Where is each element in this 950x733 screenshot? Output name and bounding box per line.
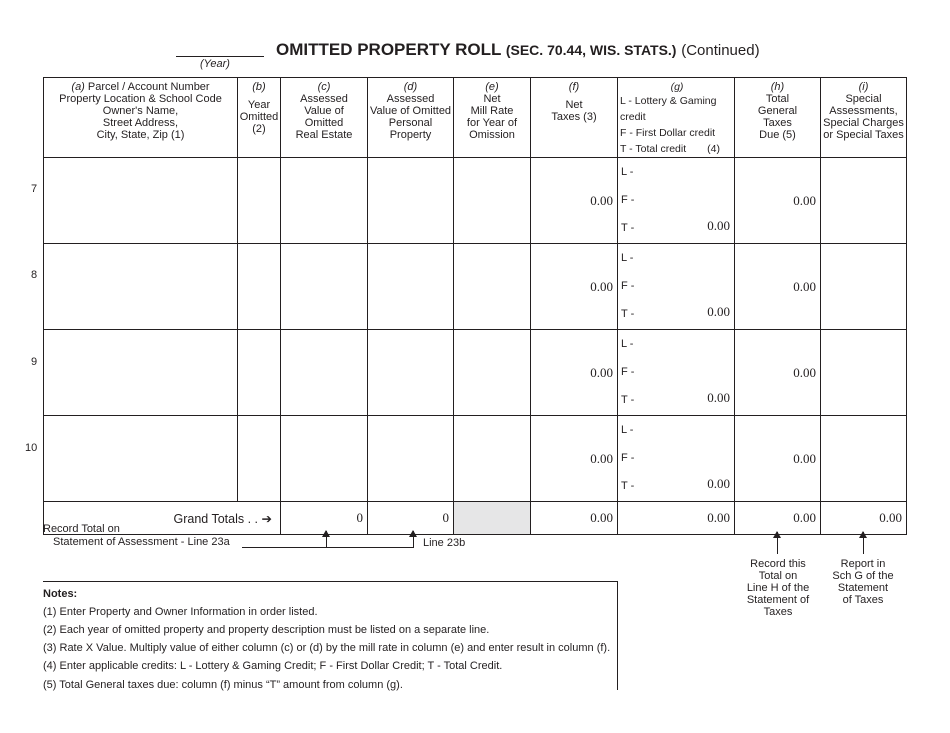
total-due-cell: 0.00 — [735, 330, 821, 416]
lottery-credit-label: L - — [621, 424, 634, 436]
real-estate-value-cell[interactable] — [281, 416, 368, 502]
special-assessments-cell[interactable] — [821, 158, 907, 244]
first-dollar-credit-label: F - — [621, 194, 635, 206]
col-a-header: (a) Parcel / Account Number Property Location & School Code Owner's Name, Street Address, City, State, Zip (1) — [44, 78, 238, 158]
special-assessments-cell[interactable] — [821, 330, 907, 416]
real-estate-value-cell[interactable] — [281, 158, 368, 244]
year-omitted-cell[interactable] — [238, 158, 281, 244]
personal-property-value-cell[interactable] — [368, 158, 454, 244]
note-5: (5) Total General taxes due: column (f) minus “T” amount from column (g). — [43, 679, 403, 691]
personal-property-value-cell[interactable] — [368, 244, 454, 330]
credits-cell[interactable] — [618, 244, 735, 330]
total-real-estate-cell: 0 — [281, 502, 368, 535]
year-input-line[interactable] — [176, 56, 264, 57]
page-title — [276, 40, 760, 60]
first-dollar-credit-label: F - — [621, 280, 635, 292]
year-omitted-cell[interactable] — [238, 244, 281, 330]
row-number: 8 — [31, 269, 38, 281]
total-due-cell: 0.00 — [735, 158, 821, 244]
col-h-header: (h) Total General Taxes Due (5) — [735, 78, 821, 158]
total-credit-cell: 0.00 — [618, 502, 735, 535]
line-23b-label: Line 23b — [423, 537, 466, 549]
row-number: 9 — [31, 356, 38, 368]
report-sch-g-instruction: Report in Sch G of the Statement of Taxes — [832, 558, 894, 606]
personal-property-value-cell[interactable] — [368, 416, 454, 502]
table-row — [44, 158, 907, 244]
record-total-line1: Record Total on — [43, 523, 120, 535]
notes-top-border — [43, 581, 618, 582]
credits-cell[interactable] — [618, 416, 735, 502]
total-due-cell: 0.00 — [735, 244, 821, 330]
mill-rate-cell[interactable] — [454, 416, 531, 502]
lottery-credit-label: L - — [621, 252, 634, 264]
special-assessments-cell[interactable] — [821, 416, 907, 502]
col-d-header: (d) Assessed Value of Omitted Personal Property — [368, 78, 454, 158]
notes-right-border — [617, 581, 618, 690]
total-net-taxes-cell: 0.00 — [531, 502, 618, 535]
row-number: 7 — [31, 183, 38, 195]
mill-rate-cell[interactable] — [454, 330, 531, 416]
year-omitted-cell[interactable] — [238, 330, 281, 416]
total-credit-label: T - — [621, 308, 635, 320]
grand-totals-label: Grand Totals . . ➔ — [44, 502, 281, 535]
net-taxes-cell: 0.00 — [531, 416, 618, 502]
record-total-line2: Statement of Assessment - Line 23a — [53, 536, 230, 548]
col-f-header: (f) Net Taxes (3) — [531, 78, 618, 158]
first-dollar-credit-label: F - — [621, 452, 635, 464]
total-credit-value: 0.00 — [707, 476, 730, 491]
note-3: (3) Rate X Value. Multiply value of either column (c) or (d) by the mill rate in column (e) and enter result in column (f). — [43, 642, 611, 654]
total-personal-property-cell: 0 — [368, 502, 454, 535]
total-credit-value: 0.00 — [707, 304, 730, 319]
real-estate-value-cell[interactable] — [281, 330, 368, 416]
personal-property-value-cell[interactable] — [368, 330, 454, 416]
note-2: (2) Each year of omitted property and property description must be listed on a separate line. — [43, 624, 490, 636]
row-number: 10 — [25, 442, 38, 454]
year-omitted-cell[interactable] — [238, 416, 281, 502]
lottery-credit-label: L - — [621, 166, 634, 178]
record-line-h-instruction: Record this Total on Line H of the Statement of Taxes — [746, 558, 810, 618]
total-credit-label: T - — [621, 222, 635, 234]
col-i-header: (i) Special Assessments, Special Charges or Special Taxes — [821, 78, 907, 158]
header-row — [44, 78, 907, 158]
total-due-cell: 0.00 — [735, 416, 821, 502]
col-g-header: (g) L - Lottery & Gaming credit F - First Dollar credit T - Total credit (4) — [618, 78, 735, 158]
parcel-cell[interactable] — [44, 416, 238, 502]
col-b-header: (b) Year Omitted (2) — [238, 78, 281, 158]
parcel-cell[interactable] — [44, 330, 238, 416]
year-label: (Year) — [200, 58, 230, 70]
total-credit-value: 0.00 — [707, 218, 730, 233]
notes-title: Notes: — [43, 588, 78, 600]
col-e-header: (e) Net Mill Rate for Year of Omission — [454, 78, 531, 158]
table-row — [44, 244, 907, 330]
title-section: (SEC. 70.44, WIS. STATS.) — [505, 42, 677, 58]
shaded-mill-rate-cell — [454, 502, 531, 535]
real-estate-value-cell[interactable] — [281, 244, 368, 330]
parcel-cell[interactable] — [44, 244, 238, 330]
title-continued: (Continued) — [681, 42, 760, 59]
title-text: OMITTED PROPERTY ROLL — [276, 40, 502, 59]
total-credit-value: 0.00 — [707, 390, 730, 405]
parcel-cell[interactable] — [44, 158, 238, 244]
arrow-up-icon — [413, 531, 414, 547]
arrow-up-icon — [777, 532, 778, 554]
note-4: (4) Enter applicable credits: L - Lottery & Gaming Credit; F - First Dollar Credit; T - Total Credit. — [43, 660, 503, 672]
table-row — [44, 330, 907, 416]
special-assessments-cell[interactable] — [821, 244, 907, 330]
col-c-header: (c) Assessed Value of Omitted Real Estate — [281, 78, 368, 158]
credits-cell[interactable] — [618, 330, 735, 416]
grand-totals-row — [44, 502, 907, 535]
total-credit-label: T - — [621, 480, 635, 492]
omitted-property-table — [43, 77, 907, 535]
arrow-up-icon — [326, 531, 327, 547]
record-total-underline — [242, 547, 414, 548]
net-taxes-cell: 0.00 — [531, 158, 618, 244]
arrow-up-icon — [863, 532, 864, 554]
note-1: (1) Enter Property and Owner Information in order listed. — [43, 606, 318, 618]
mill-rate-cell[interactable] — [454, 158, 531, 244]
table-row — [44, 416, 907, 502]
lottery-credit-label: L - — [621, 338, 634, 350]
net-taxes-cell: 0.00 — [531, 330, 618, 416]
total-general-taxes-cell: 0.00 — [735, 502, 821, 535]
first-dollar-credit-label: F - — [621, 366, 635, 378]
net-taxes-cell: 0.00 — [531, 244, 618, 330]
total-credit-label: T - — [621, 394, 635, 406]
total-special-cell: 0.00 — [821, 502, 907, 535]
mill-rate-cell[interactable] — [454, 244, 531, 330]
credits-cell[interactable] — [618, 158, 735, 244]
arrow-right-icon: ➔ — [261, 511, 272, 526]
